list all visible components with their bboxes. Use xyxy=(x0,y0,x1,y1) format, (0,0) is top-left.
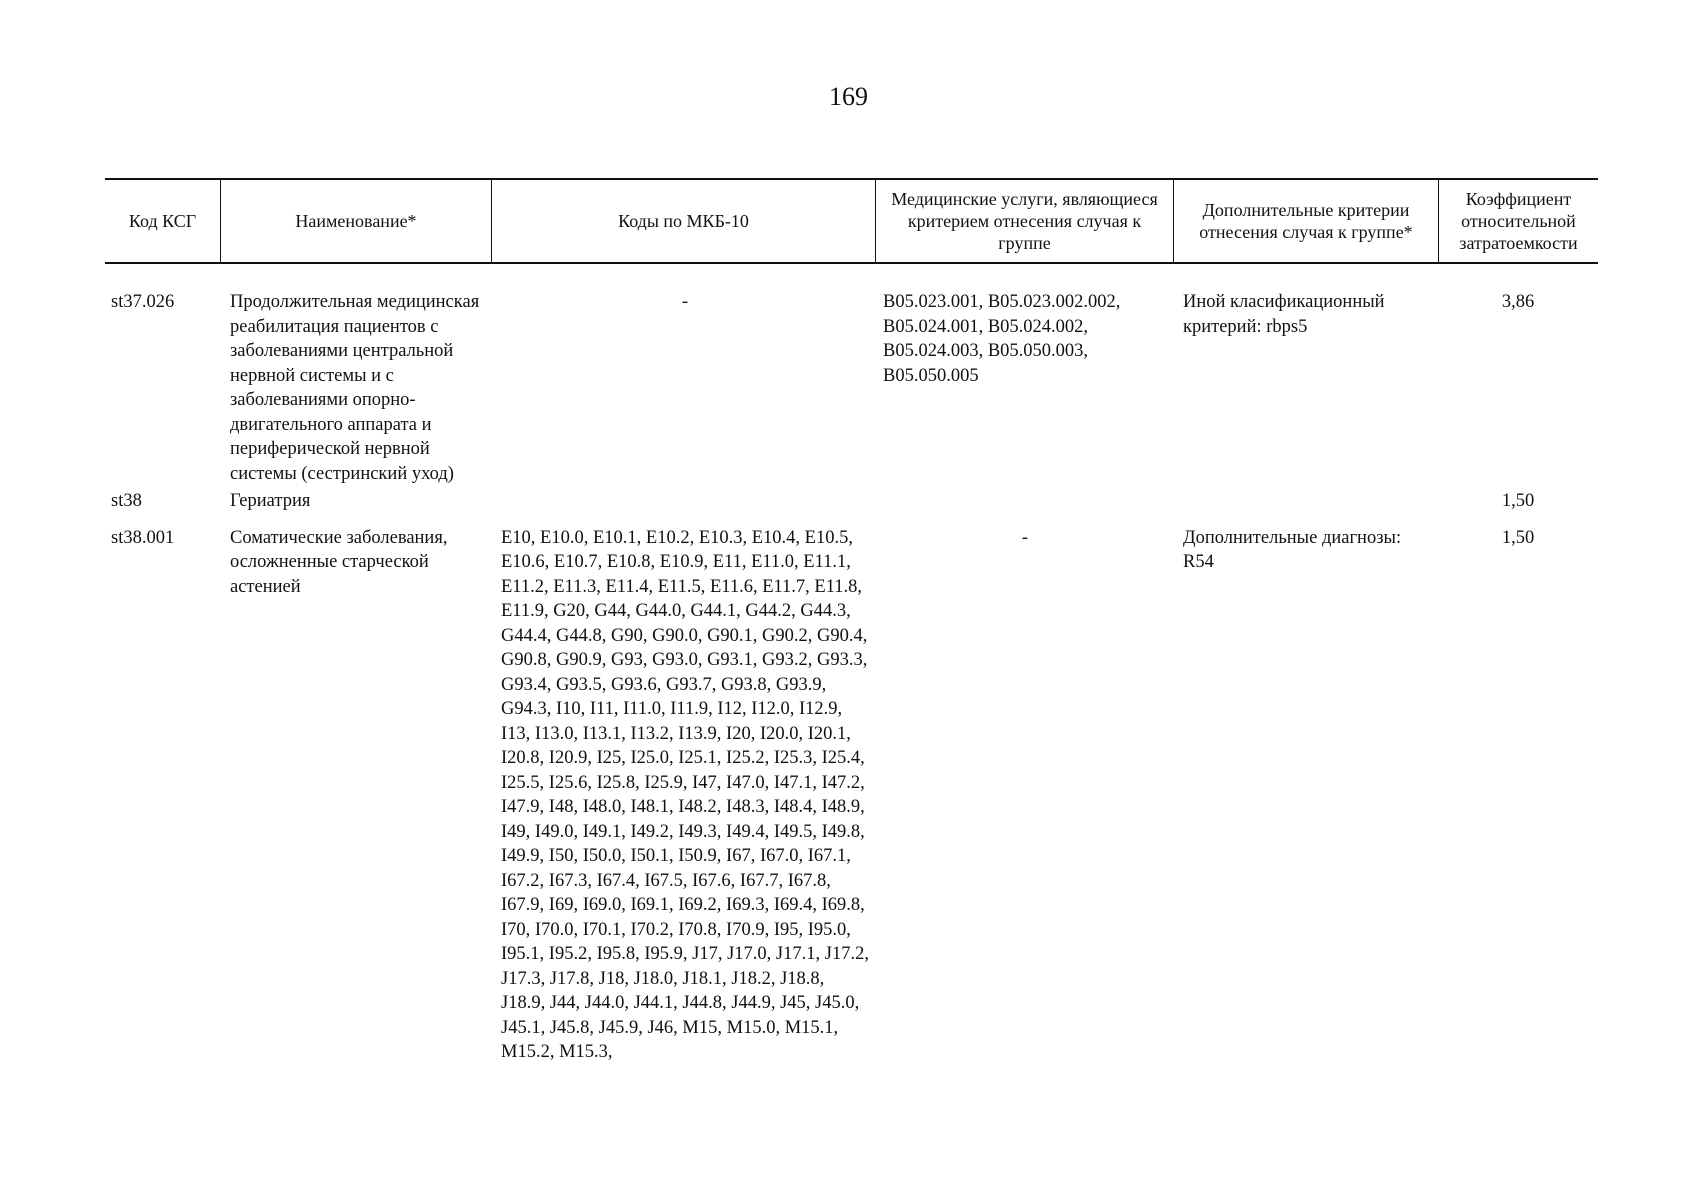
header-criteria: Дополнительные критерии отнесения случая к группе* xyxy=(1173,180,1438,262)
cell-mkb: - xyxy=(681,292,689,312)
cell-mkb xyxy=(491,489,875,514)
header-services: Медицинские услуги, являющиеся критерием отнесения случая к группе xyxy=(875,180,1173,262)
cell-criteria xyxy=(1173,489,1438,514)
cell-code: st38.001 xyxy=(111,527,175,548)
cell-criteria: Дополнительные диагнозы: R54 xyxy=(1183,527,1402,572)
cell-code: st38 xyxy=(111,491,142,511)
cell-coefficient: 3,86 xyxy=(1501,292,1535,312)
table-row xyxy=(105,526,1598,1065)
cell-services xyxy=(875,489,1173,514)
cell-services: - xyxy=(1021,527,1029,548)
cell-services: B05.023.001, B05.023.002.002, B05.024.001, B05.024.002, B05.024.003, B05.050.003, B05.050.005 xyxy=(883,292,1121,386)
cell-name: Гериатрия xyxy=(230,491,311,511)
cell-coefficient: 1,50 xyxy=(1501,527,1535,548)
cell-name: Продолжительная медицинская реабилитация пациентов с заболеваниями центральной нервной системы и с заболеваниями опорно-двигательного аппарата и периферической нервной системы (сестринский уход) xyxy=(230,292,480,484)
page-number: 169 xyxy=(829,82,868,111)
table-header xyxy=(105,178,1598,264)
header-mkb: Коды по МКБ-10 xyxy=(491,180,875,262)
cell-name: Соматические заболевания, осложненные старческой астенией xyxy=(230,527,448,597)
header-name: Наименование* xyxy=(220,180,491,262)
table-row xyxy=(105,290,1598,486)
header-coefficient: Коэффициент относительной затратоемкости xyxy=(1438,180,1598,262)
cell-criteria: Иной класификационный критерий: rbps5 xyxy=(1183,292,1385,337)
cell-coefficient: 1,50 xyxy=(1501,491,1535,511)
cell-code: st37.026 xyxy=(111,292,175,312)
cell-mkb: E10, E10.0, E10.1, E10.2, E10.3, E10.4, E10.5, E10.6, E10.7, E10.8, E10.9, E11, E11.0, E11.1, E11.2, E11.3, E11.4, E11.5, E11.6, E11.7, E11.8, E11.9, G20, G44, G44.0, G44.1, G44.2, G44.3, G44.4, G44.8, G90, G90.0, G90.1, G90.2, G90.4, G90.8, G90.9, G93, G93.0, G93.1, G93.2, G93.3, G93.4, G93.5, G93.6, G93.7, G93.8, G93.9, G94.3, I10, I11, I11.0, I11.9, I12, I12.0, I12.9, I13, I13.0, I13.1, I13.2, I13.9, I20, I20.0, I20.1, I20.8, I20.9, I25, I25.0, I25.1, I25.2, I25.3, I25.4, I25.5, I25.6, I25.8, I25.9, I47, I47.0, I47.1, I47.2, I47.9, I48, I48.0, I48.1, I48.2, I48.3, I48.4, I48.9, I49, I49.0, I49.1, I49.2, I49.3, I49.4, I49.5, I49.8, I49.9, I50, I50.0, I50.1, I50.9, I67, I67.0, I67.1, I67.2, I67.3, I67.4, I67.5, I67.6, I67.7, I67.8, I67.9, I69, I69.0, I69.1, I69.2, I69.3, I69.4, I69.8, I70, I70.0, I70.1, I70.2, I70.8, I70.9, I95, I95.0, I95.1, I95.2, I95.8, I95.9, J17, J17.0, J17.1, J17.2, J17.3, J17.8, J18, J18.0, J18.1, J18.2, J18.8, J18.9, J44, J44.0, J44.1, J44.8, J44.9, J45, J45.0, J45.1, J45.8, J45.9, J46, M15, M15.0, M15.1, M15.2, M15.3, xyxy=(501,527,869,1062)
header-code: Код КСГ xyxy=(128,211,197,231)
ksg-table xyxy=(105,178,1598,1065)
table-row xyxy=(105,489,1598,514)
